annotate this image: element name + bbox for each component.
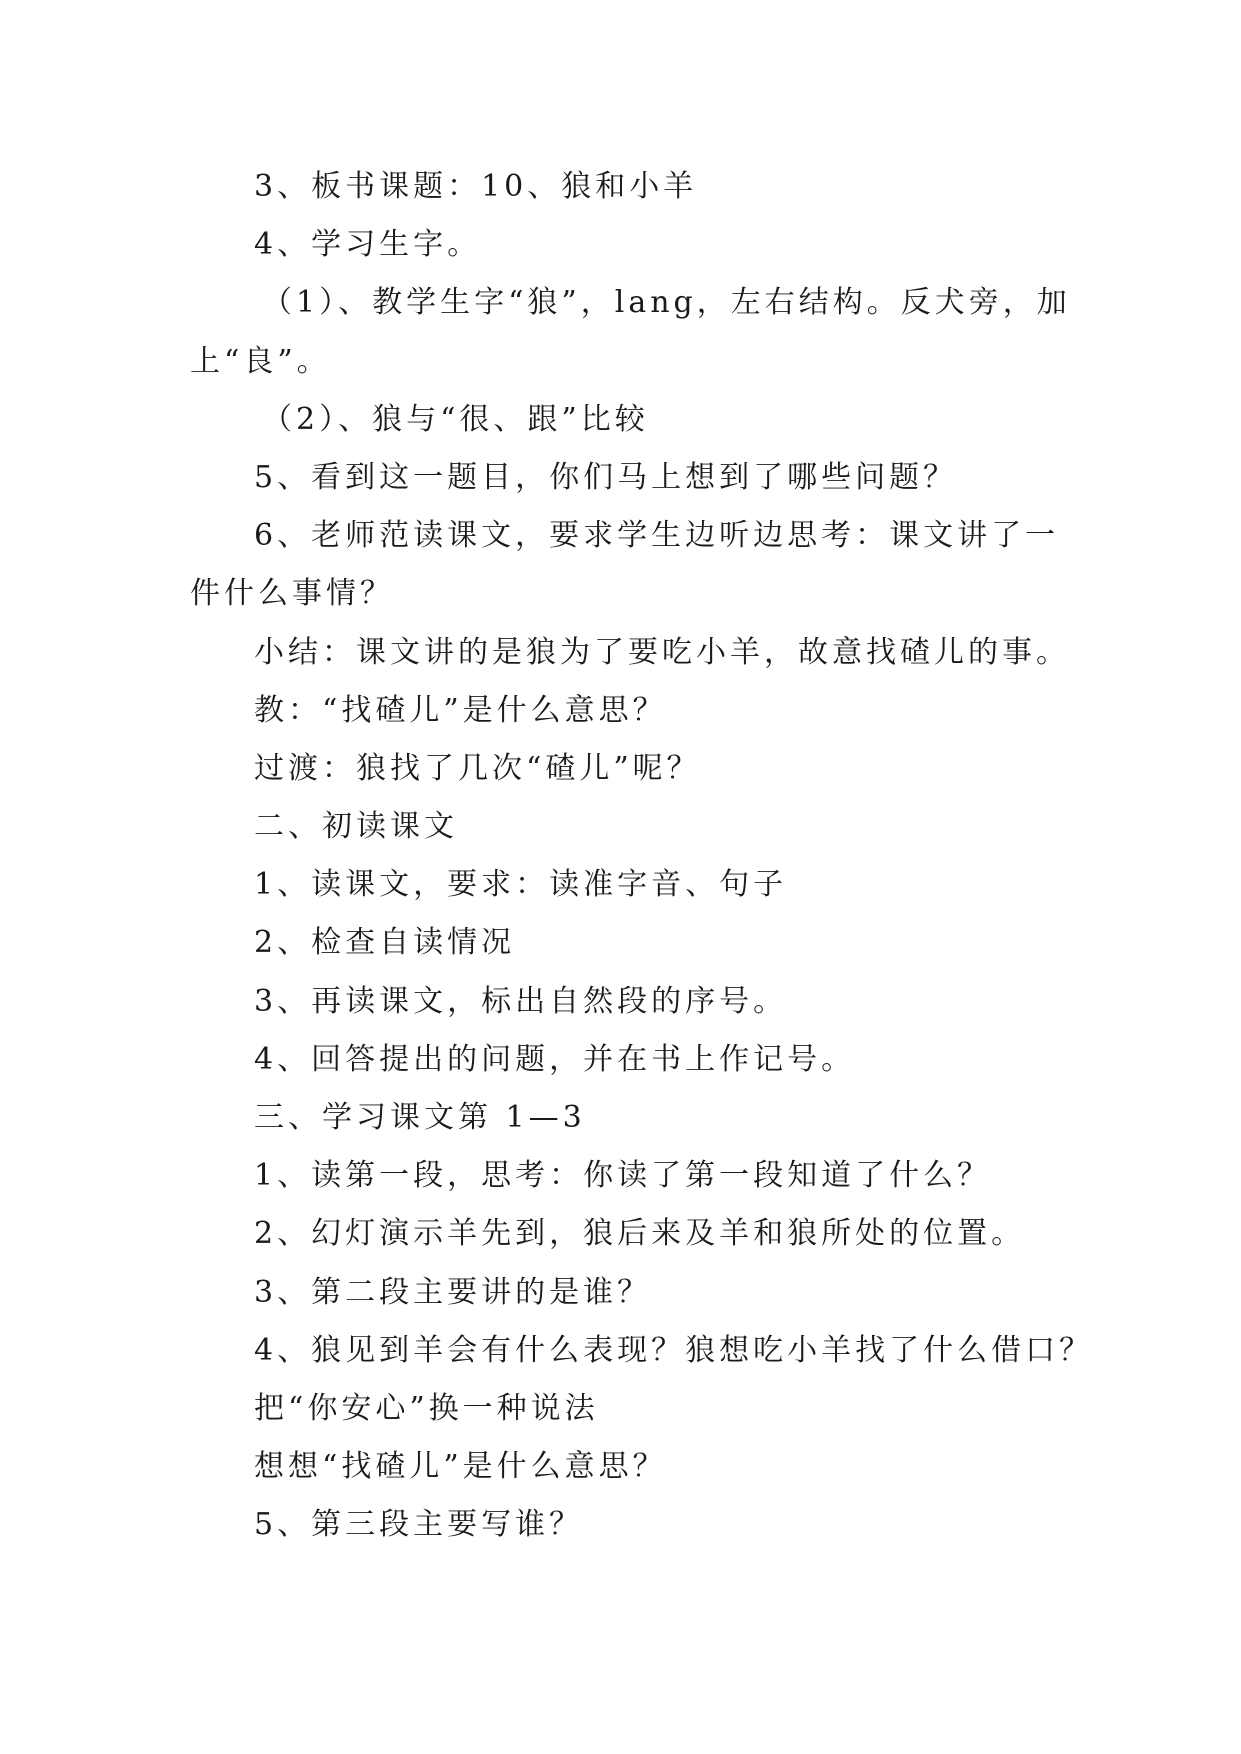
text-line: 小结：课文讲的是狼为了要吃小羊，故意找碴儿的事。 — [254, 634, 1070, 670]
text-line: （1）、教学生字“狼”，lang，左右结构。反犬旁，加 — [262, 285, 1071, 321]
text-line: 把“你安心”换一种说法 — [254, 1390, 599, 1426]
section-heading: 二、初读课文 — [254, 809, 458, 845]
text-line: 3、板书课题：10、狼和小羊 — [254, 169, 698, 204]
document-body — [190, 158, 1094, 1555]
text-line: 5、看到这一题目，你们马上想到了哪些问题？ — [254, 459, 958, 495]
text-line: 4、回答提出的问题，并在书上作记号。 — [254, 1041, 856, 1077]
text-line: （2）、狼与“很、跟”比较 — [262, 401, 649, 437]
text-line: 3、第二段主要讲的是谁？ — [254, 1274, 652, 1310]
text-line: 4、狼见到羊会有什么表现？狼想吃小羊找了什么借口？ — [254, 1332, 1094, 1368]
text-line: 3、再读课文，标出自然段的序号。 — [254, 983, 788, 1019]
text-line: 过渡：狼找了几次“碴儿”呢？ — [254, 750, 701, 786]
text-line: 想想“找碴儿”是什么意思？ — [254, 1449, 667, 1485]
text-line: 教：“找碴儿”是什么意思？ — [254, 692, 667, 728]
text-line: 6、老师范读课文，要求学生边听边思考：课文讲了一 — [254, 518, 1060, 554]
text-line: 1、读第一段，思考：你读了第一段知道了什么？ — [254, 1158, 992, 1194]
text-line: 4、学习生字。 — [254, 227, 482, 263]
section-heading: 三、学习课文第 1—3 — [254, 1100, 586, 1135]
text-line: 2、检查自读情况 — [254, 925, 516, 961]
text-line: 2、幻灯演示羊先到，狼后来及羊和狼所处的位置。 — [254, 1216, 1026, 1252]
text-line: 1、读课文，要求：读准字音、句子 — [254, 867, 788, 903]
text-line: 5、第三段主要写谁？ — [254, 1507, 584, 1543]
text-line: 件什么事情？ — [190, 576, 394, 612]
text-line: 上“良”。 — [190, 343, 331, 379]
